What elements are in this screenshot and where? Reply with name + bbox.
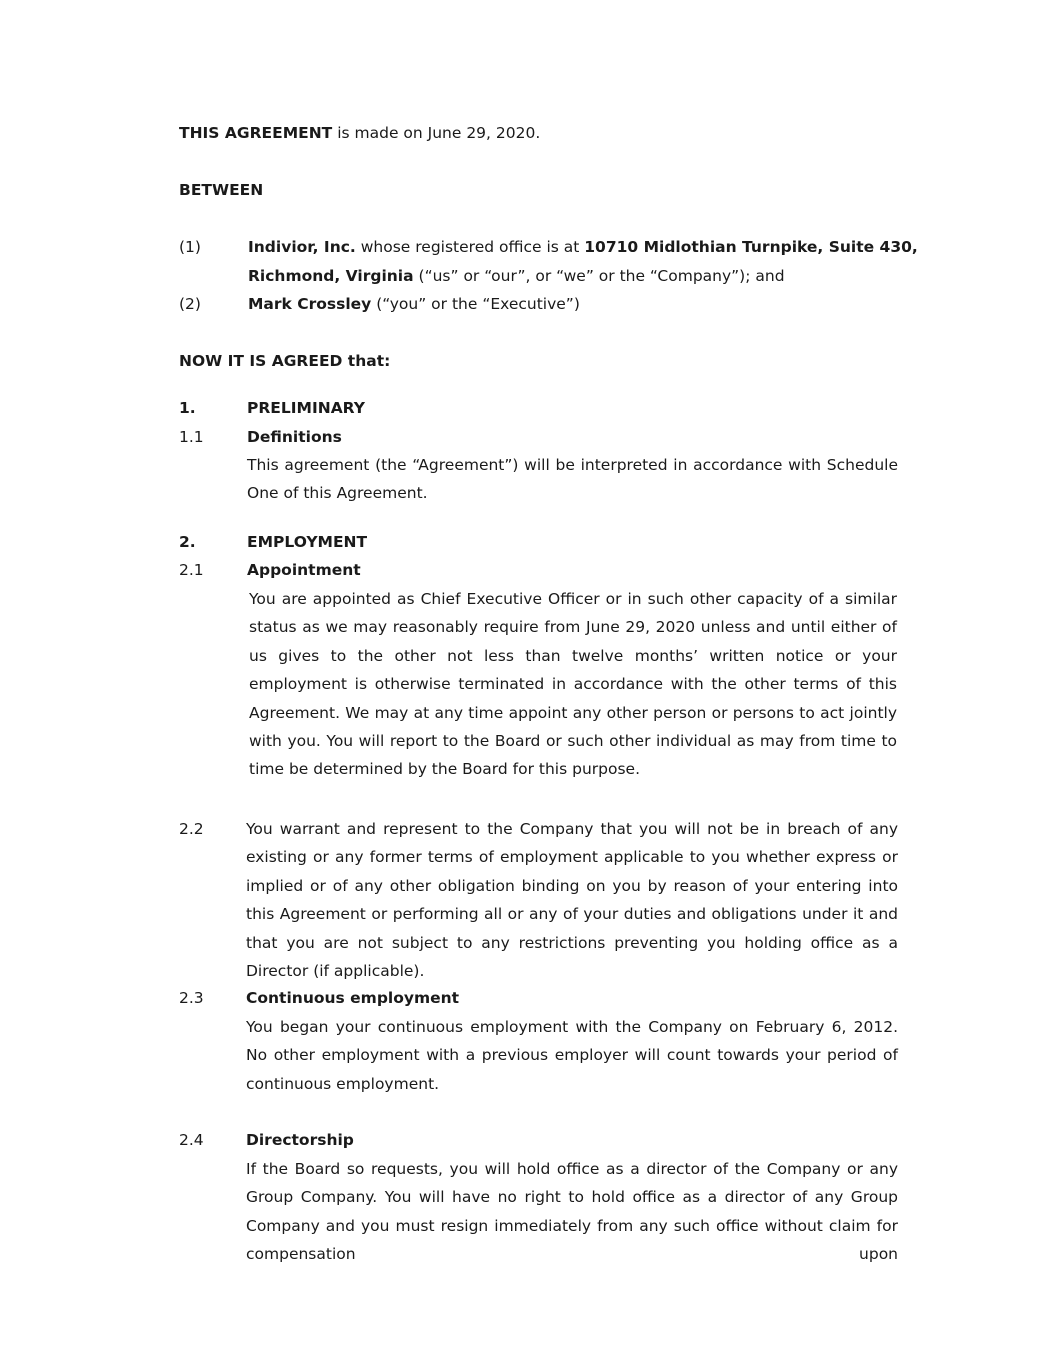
agreement-date: is made on June 29, 2020. [332,124,541,142]
section-2-1-text: You are appointed as Chief Executive Officer or in such other capacity of a similar status as we may reasonably require from June 29, 2020 unless and until either of us gives to the other not less than twelve months’ written notice or your employment is otherwise terminated in accordance with the other terms of this Agreement. We may at any time appoint any other person or persons to act jointly with you. You will report to the Board or such other individual as may from time to time be determined by the Board for this purpose. [249,590,897,779]
party-1-number: (1) [179,238,201,256]
section-1-number: 1. [179,399,196,417]
party-2-number: (2) [179,295,201,313]
now-agreed-heading: NOW IT IS AGREED that: [179,352,391,370]
section-2-2-text: You warrant and represent to the Company that you will not be in breach of any existing or any former terms of employment applicable to you whether express or implied or of any other obligation binding on you by reason of your entering into this Agreement or performing all or any of your duties and obligations under it and that you are not subject to any restrictions preventing you holding office as a Director (if applicable). [246,820,898,981]
section-2-4-title: Directorship [246,1131,354,1149]
agreement-title: THIS AGREEMENT [179,124,333,142]
section-2-1-title: Appointment [247,561,361,579]
section-1-1-text: This agreement (the “Agreement”) will be interpreted in accordance with Schedule One of this Agreement. [247,456,898,503]
section-1-1-number: 1.1 [179,428,204,446]
section-2-title: EMPLOYMENT [247,533,368,551]
agreement-date-line [179,123,540,143]
party-1-mid-text: whose registered office is at [355,238,585,256]
section-2-1-number: 2.1 [179,561,204,579]
party-2-line [248,294,580,314]
section-2-number: 2. [179,533,196,551]
section-2-2-number: 2.2 [179,820,204,838]
party-1-address-2: Richmond, Virginia [248,267,414,285]
section-2-3-title: Continuous employment [246,989,460,1007]
party-1-line-2 [248,266,785,286]
section-2-3-number: 2.3 [179,989,204,1007]
between-heading: BETWEEN [179,181,264,199]
section-2-3-text: You began your continuous employment with the Company on February 6, 2012. No other employment with a previous employer will count towards your period of continuous employment. [246,1018,898,1093]
section-2-4-text: If the Board so requests, you will hold office as a director of the Company or any Group Company. You will have no right to hold office as a director of any Group Company and you must resign immediately from any such office without claim for compensation upon [246,1160,898,1264]
party-1-line-1 [248,237,918,257]
party-2-definitions: (“you” or the “Executive”) [371,295,580,313]
section-2-4-number: 2.4 [179,1131,204,1149]
section-1-1-title: Definitions [247,428,342,446]
party-2-name: Mark Crossley [248,295,372,313]
party-1-name: Indivior, Inc. [248,238,356,256]
section-1-title: PRELIMINARY [247,399,365,417]
party-1-definitions: (“us” or “our”, or “we” or the “Company”); and [413,267,785,285]
party-1-address-1: 10710 Midlothian Turnpike, Suite 430, [584,238,918,256]
